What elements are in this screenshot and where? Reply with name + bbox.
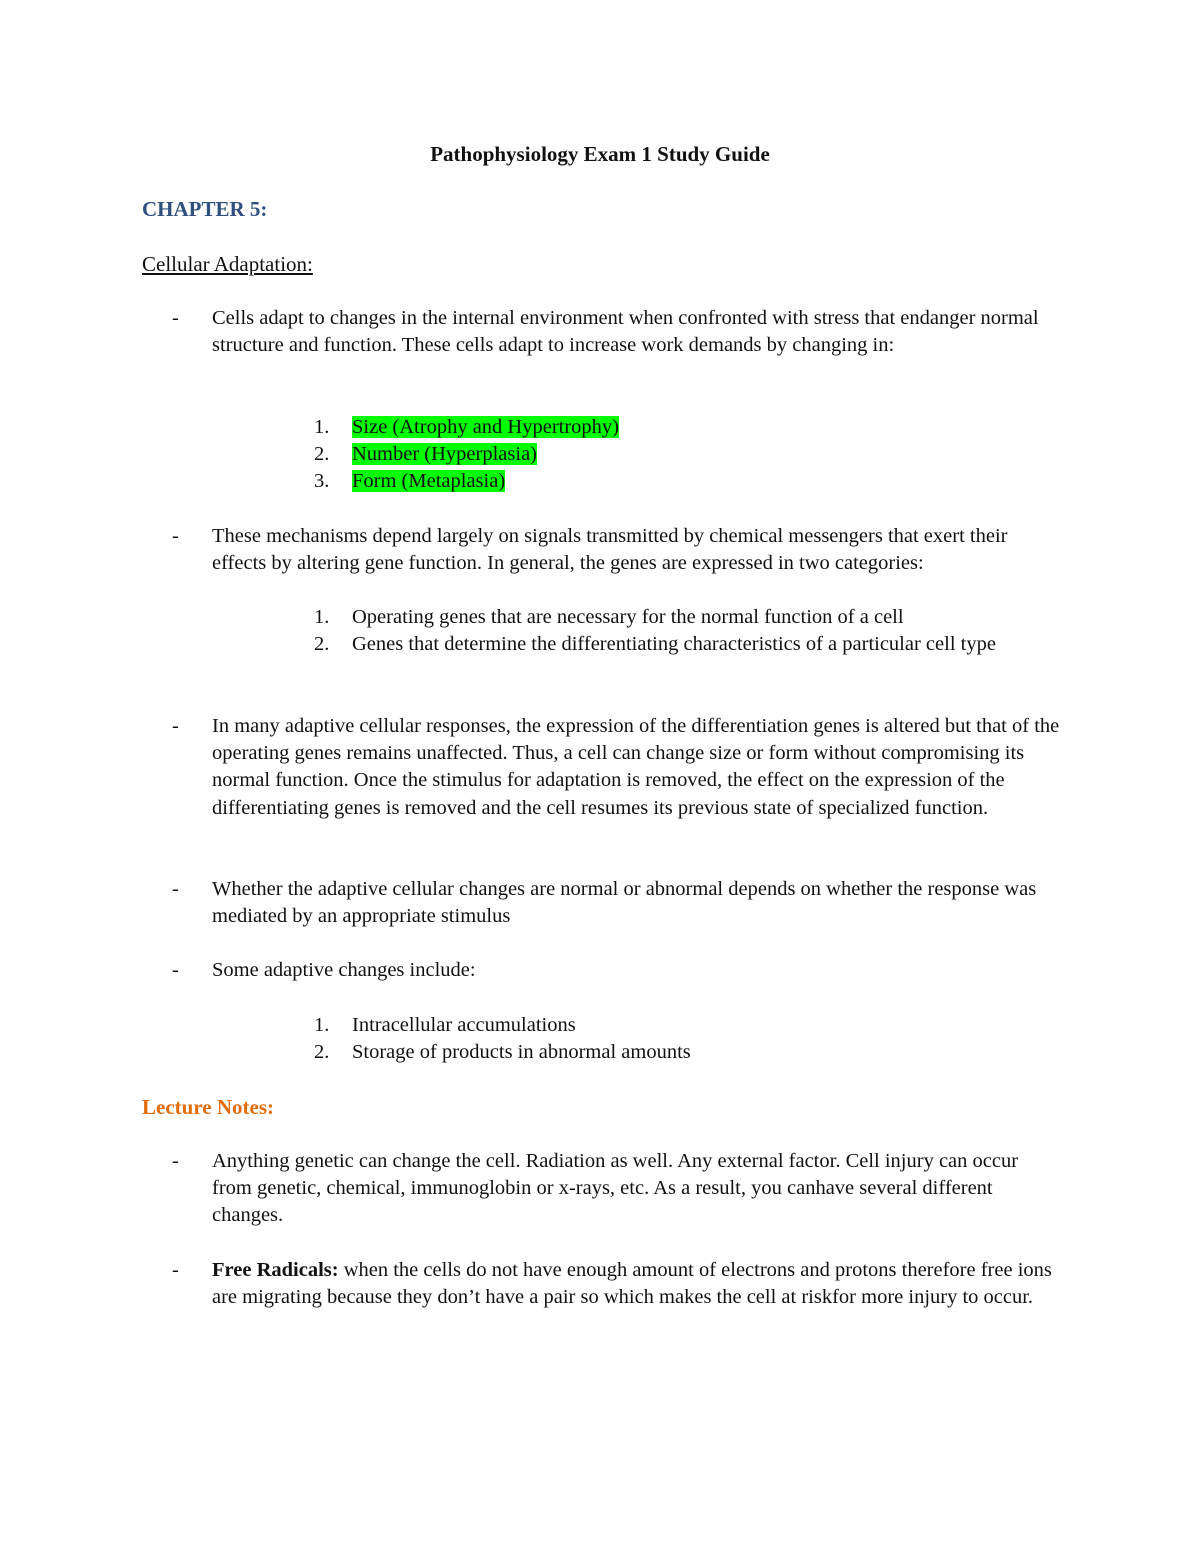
bullet-text: Whether the adaptive cellular changes are normal or abnormal depends on whether the response was mediated by an appropriate stimulus (212, 878, 1037, 928)
bullet-text: Cells adapt to changes in the internal environment when confronted with stress that endanger normal structure and function. These cells adapt to increase work demands by changing in: (212, 307, 1039, 357)
bullet-item (142, 305, 1062, 359)
list-item (314, 441, 1054, 468)
bullet-text: Some adaptive changes include: (212, 959, 476, 981)
bullet-dash: - (172, 307, 179, 329)
bullet-text-container (212, 1257, 1062, 1311)
chapter-heading: CHAPTER 5: (142, 197, 268, 221)
bullet-text: Anything genetic can change the cell. Radiation as well. Any external factor. Cell injury can occur from genetic, chemical, immunoglobin or x-rays, etc. As a result, you canhave several different changes. (212, 1150, 1019, 1227)
lecture-notes-heading: Lecture Notes: (142, 1095, 274, 1119)
bullet-item (142, 957, 1062, 984)
term-label: Free Radicals: (212, 1259, 339, 1281)
list-text: Intracellular accumulations (352, 1014, 576, 1036)
bullet-text: In many adaptive cellular responses, the expression of the differentiation genes is altered but that of the operating genes remains unaffected. Thus, a cell can change size or form without compromising its normal function. Once the stimulus for adaptation is removed, the effect on the expression of the differentiating genes is removed and the cell resumes its previous state of specialized function. (212, 715, 1060, 819)
list-text: Genes that determine the differentiating characteristics of a particular cell type (352, 633, 996, 655)
list-item (314, 414, 1054, 441)
bullet-item (142, 876, 1062, 930)
bullet-dash: - (172, 1150, 179, 1172)
bullet-item (142, 1148, 1062, 1230)
bullet-item (142, 1257, 1062, 1311)
list-text: Storage of products in abnormal amounts (352, 1041, 691, 1063)
highlighted-text: Number (Hyperplasia) (352, 443, 538, 465)
bullet-dash: - (172, 1259, 179, 1281)
list-number: 2. (314, 633, 330, 655)
bullet-text: These mechanisms depend largely on signals transmitted by chemical messengers that exert their effects by altering gene function. In general, the genes are expressed in two categories: (212, 525, 1008, 575)
bullet-item (142, 523, 1062, 577)
list-number: 1. (314, 1014, 330, 1036)
bullet-dash: - (172, 878, 179, 900)
list-number: 1. (314, 606, 330, 628)
list-item (314, 604, 1054, 631)
list-item (314, 631, 1054, 658)
list-item (314, 1012, 1054, 1039)
list-number: 2. (314, 1041, 330, 1063)
bullet-dash: - (172, 959, 179, 981)
bullet-item (142, 713, 1062, 822)
list-number: 3. (314, 470, 330, 492)
list-item (314, 468, 1054, 495)
bullet-text: when the cells do not have enough amount of electrons and protons therefore free ions are migrating because they don’t have a pair so which makes the cell at riskfor more injury to occur. (212, 1259, 1052, 1309)
highlighted-text: Size (Atrophy and Hypertrophy) (352, 416, 620, 438)
highlighted-text: Form (Metaplasia) (352, 470, 506, 492)
list-number: 1. (314, 416, 330, 438)
bullet-dash: - (172, 525, 179, 547)
section-subheading: Cellular Adaptation: (142, 252, 313, 276)
bullet-dash: - (172, 715, 179, 737)
page-title: Pathophysiology Exam 1 Study Guide (430, 142, 770, 166)
list-item (314, 1039, 1054, 1066)
list-text: Operating genes that are necessary for the normal function of a cell (352, 606, 904, 628)
list-number: 2. (314, 443, 330, 465)
